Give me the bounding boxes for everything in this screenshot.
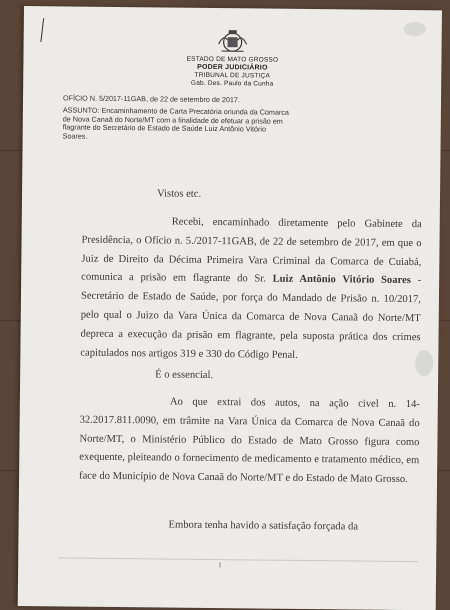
letter-reference: OFÍCIO N. 5/2017-11GAB, de 22 de setembro de 2017.: [62, 93, 240, 105]
header-branch: PODER JUDICIÁRIO: [197, 63, 268, 72]
letterhead: [23, 26, 442, 90]
subject-line: Soares.: [62, 131, 88, 141]
paragraph-1: [80, 213, 422, 367]
paragraph-1-text-a: Recebi, encaminhado diretamente pelo Gabinete da Presidência, o Ofício n. 5./2017-11GAB, de 22 de setembro de 2017, em que o Juiz de Direito da Décima Primeira Vara Criminal da Comarca de Cuiabá, comunica a prisão em flagrante do Sr.: [81, 216, 422, 286]
greeting: Vistos etc.: [156, 188, 202, 200]
paragraph-2-text: Ao que extrai dos autos, na ação civel n. 14-32.2017.811.0090, em trâmite na Vara Única da Comarca de Nova Canaã do Norte/MT, o Ministério Público do Estado de Mato Grosso figura como exequente, pleiteando o fornecimento de medicamento e tratamento médico, em face do Município de Nova Canaã do Norte/MT e do Estado de Mato Grosso.: [79, 396, 420, 486]
essential-line: É o essencial.: [155, 369, 214, 382]
document-page: [18, 6, 442, 610]
subject-line: flagrante do Secretário de Estado de Saúde Luiz Antônio Vitório: [62, 122, 267, 134]
page-number: 1: [218, 561, 222, 570]
header-office: Gab. Des. Paulo da Cunha: [190, 79, 274, 88]
paragraph-1-text-b: - Secretário de Estado de Saúde, por força do Mandado de Prisão n. 10/2017, pelo qual o Juizo da Vara Única da Comarca de Nova Canaã do Norte/MT depreca a execução da prisão em flagrante, pela suposta prática dos crimes capitulados nos artigos 319 e 330 do Código Penal.: [80, 275, 422, 361]
subject-line: de Nova Canaã do Norte/MT com a finalidade de efetuar a prisão em: [62, 114, 283, 126]
coat-of-arms-icon: [216, 28, 250, 54]
paragraph-3: [78, 516, 418, 538]
paragraph-3-text: Embora tenha havido a satisfação forçada da: [168, 519, 359, 533]
letter-subject: [63, 106, 433, 144]
header-state: ESTADO DE MATO GROSSO: [186, 55, 279, 64]
header-court: TRIBUNAL DE JUSTIÇA: [194, 71, 271, 80]
paragraph-2: [79, 393, 420, 491]
subject-line: ASSUNTO: Encaminhamento de Carta Precatória oriunda da Comarca: [62, 105, 289, 117]
defendant-name: Luiz Antônio Vitório Soares: [272, 274, 411, 287]
footer-divider: [58, 557, 418, 562]
